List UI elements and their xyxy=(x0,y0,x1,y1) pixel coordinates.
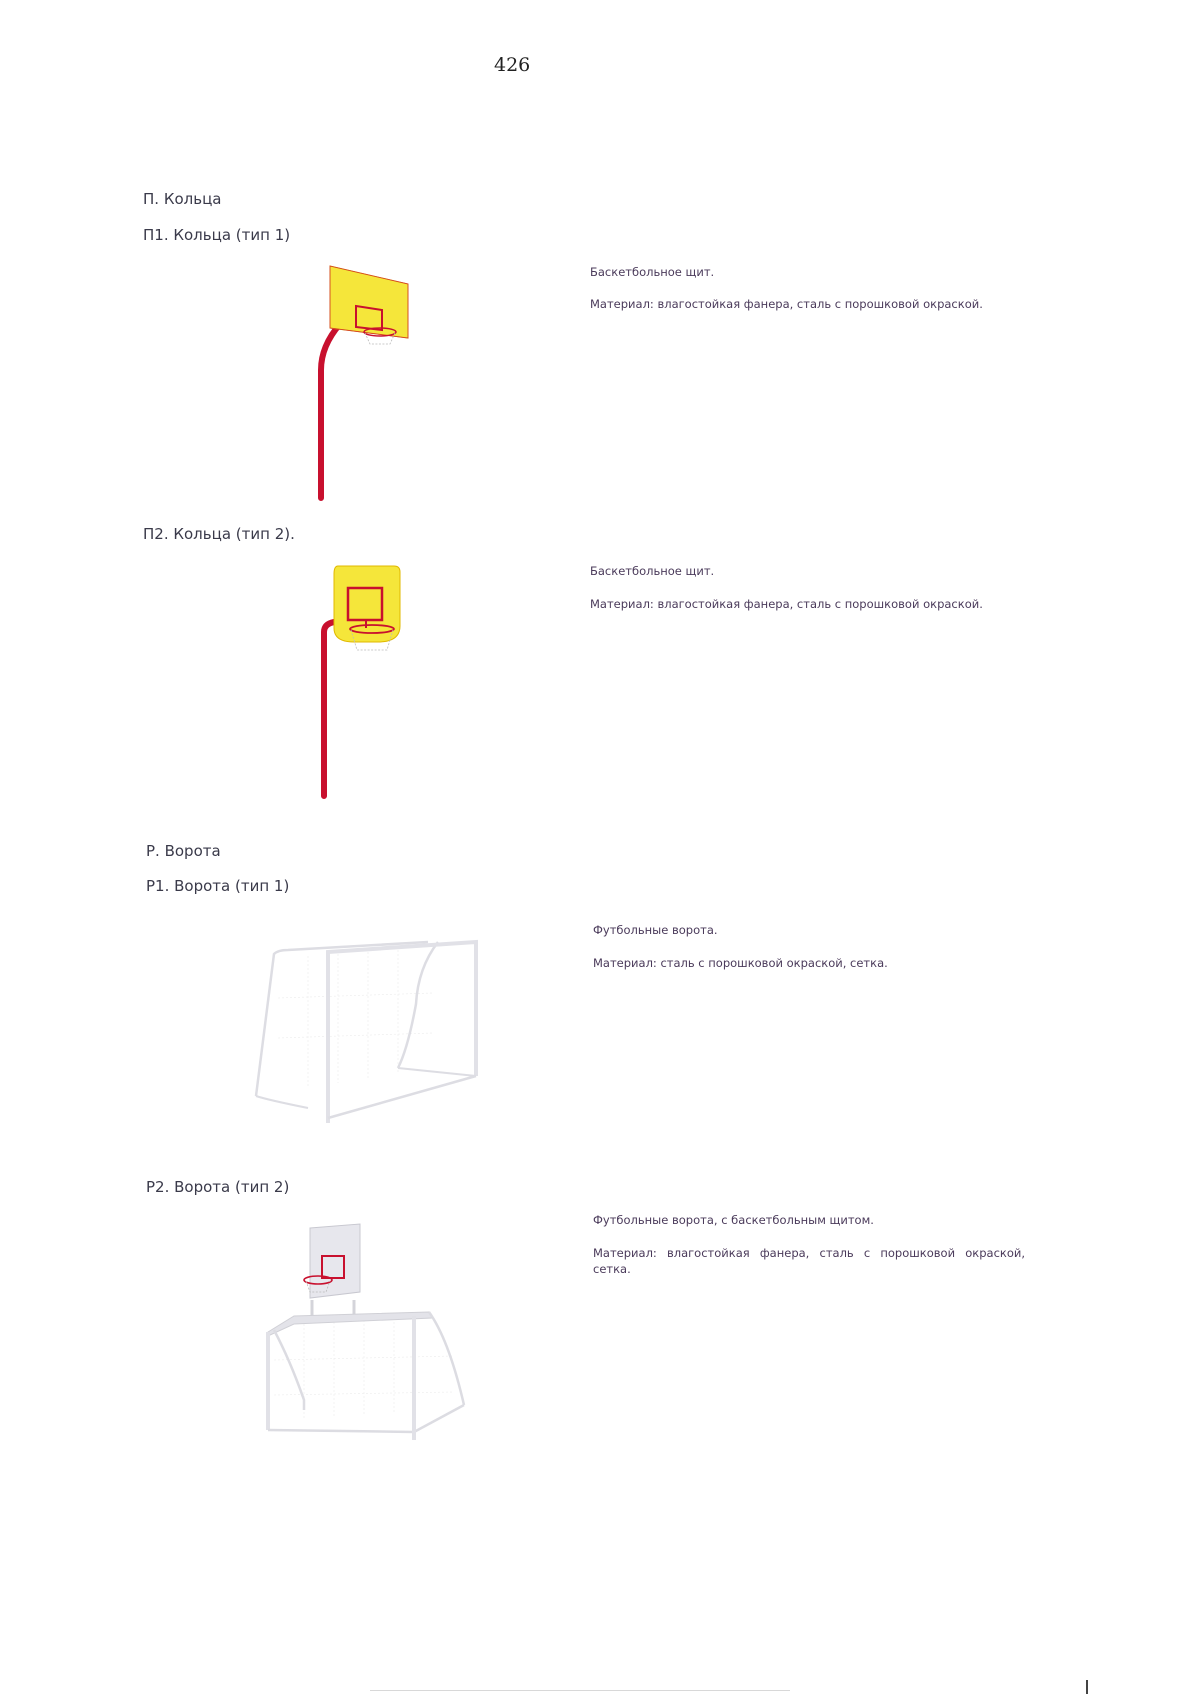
section-heading-rings: П. Кольца xyxy=(143,190,222,208)
r1-description-title: Футбольные ворота. xyxy=(593,923,718,937)
item-heading-r2: Р2. Ворота (тип 2) xyxy=(146,1178,290,1196)
r1-description-text: Материал: сталь с порошковой окраской, сетка. xyxy=(593,956,888,970)
basketball-hoop-type2-illustration xyxy=(300,560,420,800)
p1-description-text: Материал: влагостойкая фанера, сталь с порошковой окраской. xyxy=(590,297,983,311)
bottom-divider xyxy=(370,1690,790,1691)
football-goal-illustration xyxy=(248,938,488,1123)
page-number: 426 xyxy=(494,54,531,76)
corner-mark xyxy=(1086,1680,1088,1694)
basketball-hoop-type1-illustration xyxy=(300,262,420,502)
item-heading-r1: Р1. Ворота (тип 1) xyxy=(146,877,290,895)
section-heading-goals: Р. Ворота xyxy=(146,842,221,860)
p1-description-title: Баскетбольное щит. xyxy=(590,265,715,279)
r2-description-text: Материал: влагостойкая фанера, сталь с порошковой окраской, сетка. xyxy=(593,1246,1025,1276)
item-heading-p1: П1. Кольца (тип 1) xyxy=(143,226,291,244)
item-heading-p2: П2. Кольца (тип 2). xyxy=(143,525,295,543)
p2-description-text: Материал: влагостойкая фанера, сталь с порошковой окраской. xyxy=(590,597,983,611)
football-goal-with-backboard-illustration xyxy=(264,1220,479,1445)
r2-description-title: Футбольные ворота, с баскетбольным щитом. xyxy=(593,1213,874,1227)
p2-description-title: Баскетбольное щит. xyxy=(590,564,715,578)
